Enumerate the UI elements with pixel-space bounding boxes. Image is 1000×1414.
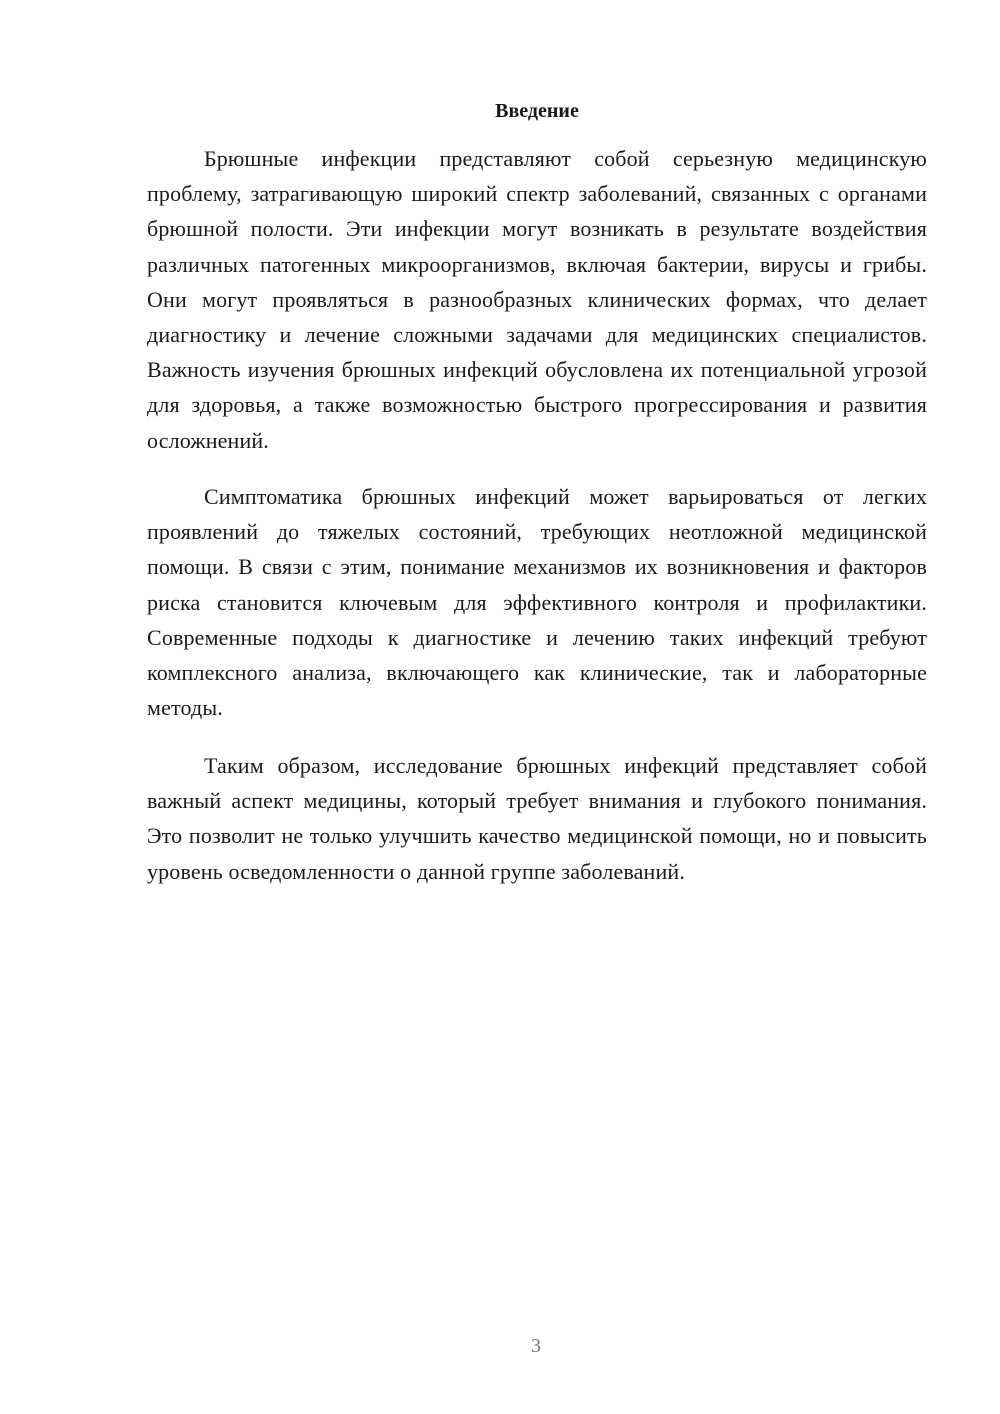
paragraph-3: Таким образом, исследование брюшных инфекций представляет собой важный аспект медицины, который требует внимания и глубокого понимания. Это позволит не только улучшить качество медицинской помощи, но и повысить уровень осведомленности о данной группе заболеваний. (147, 753, 927, 884)
paragraph-1: Брюшные инфекции представляют собой серьезную медицинскую проблему, затрагивающую широкий спектр заболеваний, связанных с органами брюшной полости. Эти инфекции могут возникать в результате воздействия различных патогенных микроорганизмов, включая бактерии, вирусы и грибы. Они могут проявляться в разнообразных клинических формах, что делает диагностику и лечение сложными задачами для медицинских специалистов. Важность изучения брюшных инфекций обусловлена их потенциальной угрозой для здоровья, а также возможностью быстрого прогрессирования и развития осложнений. (147, 146, 927, 453)
page-number: 3 (531, 1335, 541, 1357)
paragraph-2: Симптоматика брюшных инфекций может варьироваться от легких проявлений до тяжелых состояний, требующих неотложной медицинской помощи. В связи с этим, понимание механизмов их возникновения и факторов риска становится ключевым для эффективного контроля и профилактики. Современные подходы к диагностике и лечению таких инфекций требуют комплексного анализа, включающего как клинические, так и лабораторные методы. (147, 484, 927, 721)
section-heading: Введение (495, 100, 579, 122)
